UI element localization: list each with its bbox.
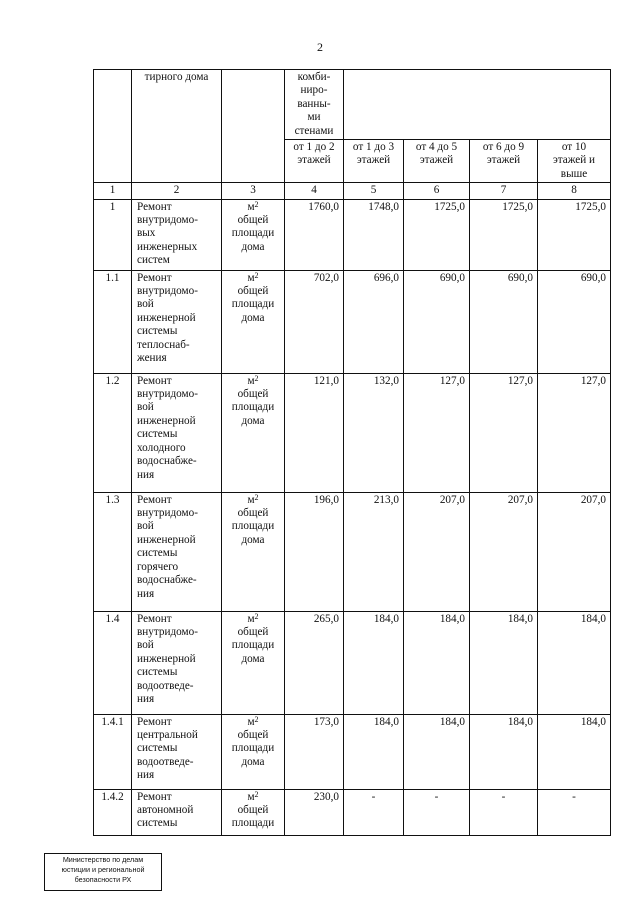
unit-line: общей [237,388,269,401]
unit-cell [222,789,285,835]
table-row [94,789,611,835]
page-number: 2 [317,40,323,54]
work-name-line: внутридомо- [137,285,198,298]
work-name-line: вой [137,401,154,414]
unit-line: площади [231,639,275,652]
work-name-line: вой [137,298,154,311]
floor-range-1-2: от 1 до 2 этажей [285,140,344,183]
value-cell: 184,0 [538,611,611,714]
value-cell: 184,0 [344,611,404,714]
work-name-line: водоснабже- [137,455,197,468]
unit-line: дома [241,414,265,427]
value-cell: 1725,0 [470,199,538,270]
value-cell: 184,0 [470,714,538,789]
col-number: 7 [470,183,538,199]
table-row [94,373,611,492]
unit-exponent: 2 [254,199,259,209]
unit-line: общей [237,285,269,298]
value-cell: 1760,0 [285,199,344,270]
unit-line: площади [231,227,275,240]
value-cell: 127,0 [538,373,611,492]
value-cell: 1725,0 [404,199,470,270]
work-name-line: Ремонт [137,790,172,803]
col-number: 6 [404,183,470,199]
value-cell: 127,0 [404,373,470,492]
unit-exponent: 2 [254,789,259,799]
work-name-line: Ремонт [137,612,172,625]
work-name-line: инженерной [137,652,196,665]
work-name-line: Ремонт [137,493,172,506]
unit-cell [222,714,285,789]
work-name-line: ния [137,587,155,600]
col-number: 5 [344,183,404,199]
work-name-line: центральной [137,729,198,742]
value-cell: 690,0 [470,270,538,373]
value-cell: 696,0 [344,270,404,373]
unit-line: дома [241,533,265,546]
unit-symbol: м [247,493,255,506]
work-name-line: Ремонт [137,200,172,213]
value-cell: 184,0 [470,611,538,714]
value-cell: 184,0 [538,714,611,789]
work-name-line: Ремонт [137,271,172,284]
col-number: 1 [94,183,132,199]
work-name-line: инженерных [137,240,198,253]
unit-cell [222,373,285,492]
value-cell: 184,0 [344,714,404,789]
value-cell: 173,0 [285,714,344,789]
value-cell: 207,0 [538,492,611,611]
col-number: 2 [132,183,222,199]
unit-line: общей [237,507,269,520]
table-row [94,199,611,270]
work-name [132,611,222,714]
work-name [132,492,222,611]
work-name-line: вой [137,520,154,533]
value-cell: 702,0 [285,270,344,373]
header-cell-3 [222,70,285,183]
header-row [94,70,611,140]
col-number: 4 [285,183,344,199]
work-name-line: вой [137,639,154,652]
header-combined-walls: комби- ниро- ванны- ми стенами [285,70,344,140]
work-name [132,270,222,373]
work-name-line: жения [137,352,167,365]
table-row [94,714,611,789]
work-name-line: вых [137,227,156,240]
floor-range-4-5: от 4 до 5 этажей [404,140,470,183]
work-name-line: внутридомо- [137,626,198,639]
unit-line: площади [231,742,275,755]
value-cell: 121,0 [285,373,344,492]
work-name-line: водоотведе- [137,679,194,692]
work-name-line: Ремонт [137,715,172,728]
unit-line: площади [231,298,275,311]
row-number: 1 [94,199,132,270]
unit-line: дома [241,755,265,768]
unit-exponent: 2 [254,270,259,280]
work-name [132,199,222,270]
work-name-line: водоснабже- [137,574,197,587]
work-name-line: внутридомо- [137,388,198,401]
work-name-line: системы [137,742,178,755]
row-number: 1.4 [94,611,132,714]
value-cell: 127,0 [470,373,538,492]
header-cell-1 [94,70,132,183]
work-name-line: системы [137,547,178,560]
work-name-line: водоотведе- [137,755,194,768]
unit-exponent: 2 [254,373,259,383]
work-name-line: инженерной [137,311,196,324]
unit-cell [222,199,285,270]
value-cell: 184,0 [404,611,470,714]
unit-exponent: 2 [254,611,259,621]
floor-range-6-9: от 6 до 9 этажей [470,140,538,183]
work-name-line: ния [137,769,155,782]
unit-line: площади [231,817,275,830]
work-name-line: системы [137,325,178,338]
work-name-line: Ремонт [137,374,172,387]
header-cell-empty [344,70,611,140]
value-cell: 1725,0 [538,199,611,270]
work-name-line: инженерной [137,414,196,427]
value-cell: 207,0 [404,492,470,611]
header-cell-2: тирного дома [132,70,222,183]
value-cell: - [538,789,611,835]
unit-symbol: м [247,374,255,387]
unit-line: площади [231,401,275,414]
unit-line: площади [231,520,275,533]
work-name-line: холодного [137,441,186,454]
row-number: 1.2 [94,373,132,492]
work-name-line: системы [137,817,178,830]
unit-symbol: м [247,271,255,284]
value-cell: 196,0 [285,492,344,611]
value-cell: 207,0 [470,492,538,611]
work-name-line: автономной [137,804,194,817]
value-cell: - [404,789,470,835]
unit-line: дома [241,240,265,253]
table-row [94,611,611,714]
value-cell: 690,0 [404,270,470,373]
unit-cell [222,270,285,373]
value-cell: 132,0 [344,373,404,492]
work-name-line: ния [137,468,155,481]
table-row [94,492,611,611]
unit-symbol: м [247,612,255,625]
row-number: 1.4.1 [94,714,132,789]
value-cell: - [470,789,538,835]
work-name-line: теплоснаб- [137,338,190,351]
unit-exponent: 2 [254,714,259,724]
cost-table [93,69,611,836]
row-number: 1.3 [94,492,132,611]
unit-line: дома [241,652,265,665]
row-number: 1.1 [94,270,132,373]
floor-range-1-3: от 1 до 3 этажей [344,140,404,183]
value-cell: 230,0 [285,789,344,835]
work-name-line: внутридомо- [137,214,198,227]
value-cell: - [344,789,404,835]
unit-exponent: 2 [254,492,259,502]
column-number-row [94,183,611,199]
work-name-line: системы [137,428,178,441]
work-name-line: систем [137,254,170,267]
table-row [94,270,611,373]
work-name-line: системы [137,666,178,679]
work-name-line: инженерной [137,533,196,546]
unit-line: общей [237,626,269,639]
unit-line: общей [237,804,269,817]
unit-line: дома [241,311,265,324]
work-name [132,373,222,492]
unit-line: общей [237,214,269,227]
value-cell: 1748,0 [344,199,404,270]
work-name [132,714,222,789]
ministry-stamp: Министерство по делам юстиции и региональной безопасности РХ [44,853,162,891]
col-number: 3 [222,183,285,199]
unit-cell [222,492,285,611]
work-name [132,789,222,835]
value-cell: 265,0 [285,611,344,714]
unit-symbol: м [247,790,255,803]
row-number: 1.4.2 [94,789,132,835]
col-number: 8 [538,183,611,199]
value-cell: 213,0 [344,492,404,611]
unit-line: общей [237,729,269,742]
unit-symbol: м [247,200,255,213]
unit-symbol: м [247,715,255,728]
work-name-line: ния [137,693,155,706]
value-cell: 690,0 [538,270,611,373]
value-cell: 184,0 [404,714,470,789]
floor-range-10-plus: от 10 этажей и выше [538,140,611,183]
unit-cell [222,611,285,714]
work-name-line: горячего [137,560,179,573]
work-name-line: внутридомо- [137,507,198,520]
